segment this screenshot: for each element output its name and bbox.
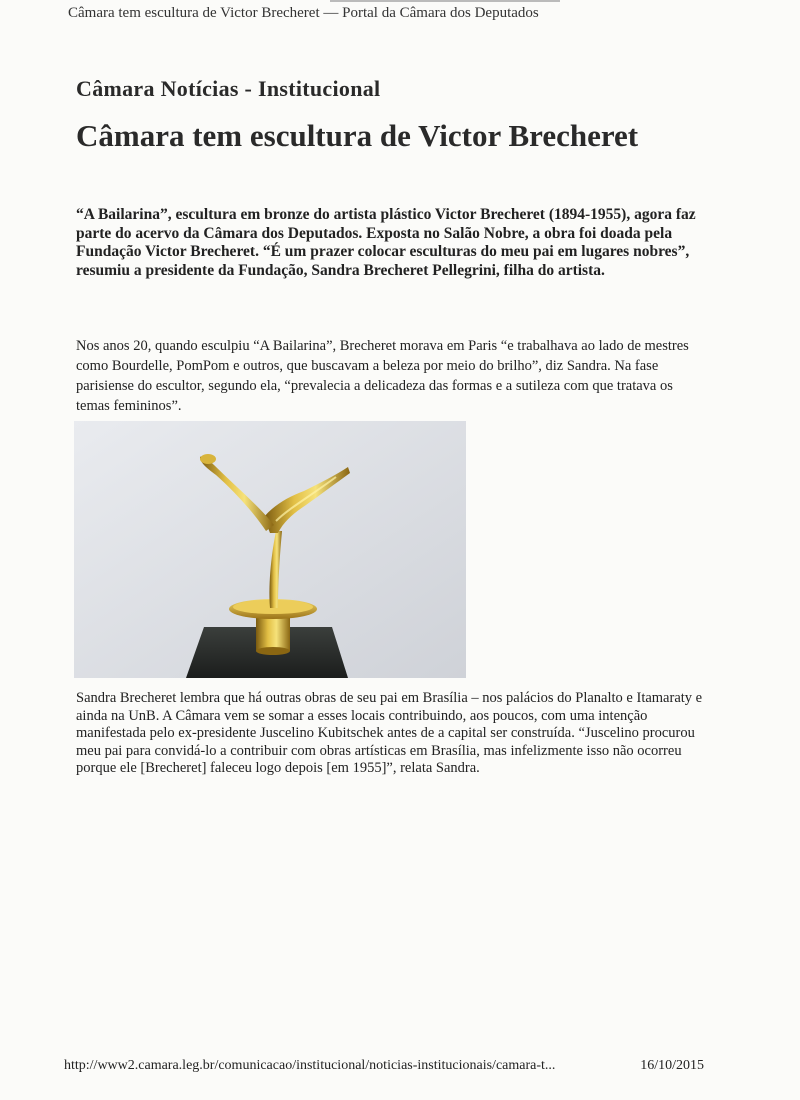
- page-footer: [64, 1058, 704, 1074]
- sculpture-photo: [74, 421, 466, 678]
- article-title: Câmara tem escultura de Victor Brecheret: [76, 118, 639, 153]
- article-lead: “A Bailarina”, escultura em bronze do artista plástico Victor Brecheret (1894-1955), agora faz parte do acervo da Câmara dos Deputados. Exposta no Salão Nobre, a obra foi doada pela Fundação Victor Brecheret. “É um prazer colocar esculturas do meu pai em lugares nobres”, resumiu a presidente da Fundação, Sandra Brecheret Pellegrini, filha do artista.: [76, 206, 696, 279]
- article-paragraph-2: Sandra Brecheret lembra que há outras obras de seu pai em Brasília – nos palácios do Planalto e Itamaraty e ainda na UnB. A Câmara vem se somar a esses locais contribuindo, aos poucos, com uma intenção manifestada pelo ex-presidente Juscelino Kubitschek antes de a capital ser construída. “Juscelino procurou meu pai para convidá-lo a contribuir com obras artísticas em Brasília, mas infelizmente isso não ocorreu porque ele [Brecheret] faleceu logo depois [em 1955]”, relata Sandra.: [76, 690, 703, 776]
- section-label[interactable]: Câmara Notícias - Institucional: [76, 76, 381, 101]
- page-header: Câmara tem escultura de Victor Brecheret — Portal da Câmara dos Deputados: [68, 5, 539, 21]
- header-rule: [330, 0, 560, 2]
- sculpture-image: [74, 421, 466, 678]
- footer-date: 16/10/2015: [640, 1058, 704, 1073]
- article-paragraph-1: Nos anos 20, quando esculpiu “A Bailarina”, Brecheret morava em Paris “e trabalhava ao lado de mestres como Bourdelle, PomPom e outros, que buscavam a beleza por meio do brilho”, diz Sandra. Na fase parisiense do escultor, segundo ela, “prevalecia a delicadeza das formas e a sutileza com que tratava os temas femininos”.: [76, 338, 689, 414]
- footer-url[interactable]: http://www2.camara.leg.br/comunicacao/institucional/noticias-institucionais/camara-t...: [64, 1058, 556, 1073]
